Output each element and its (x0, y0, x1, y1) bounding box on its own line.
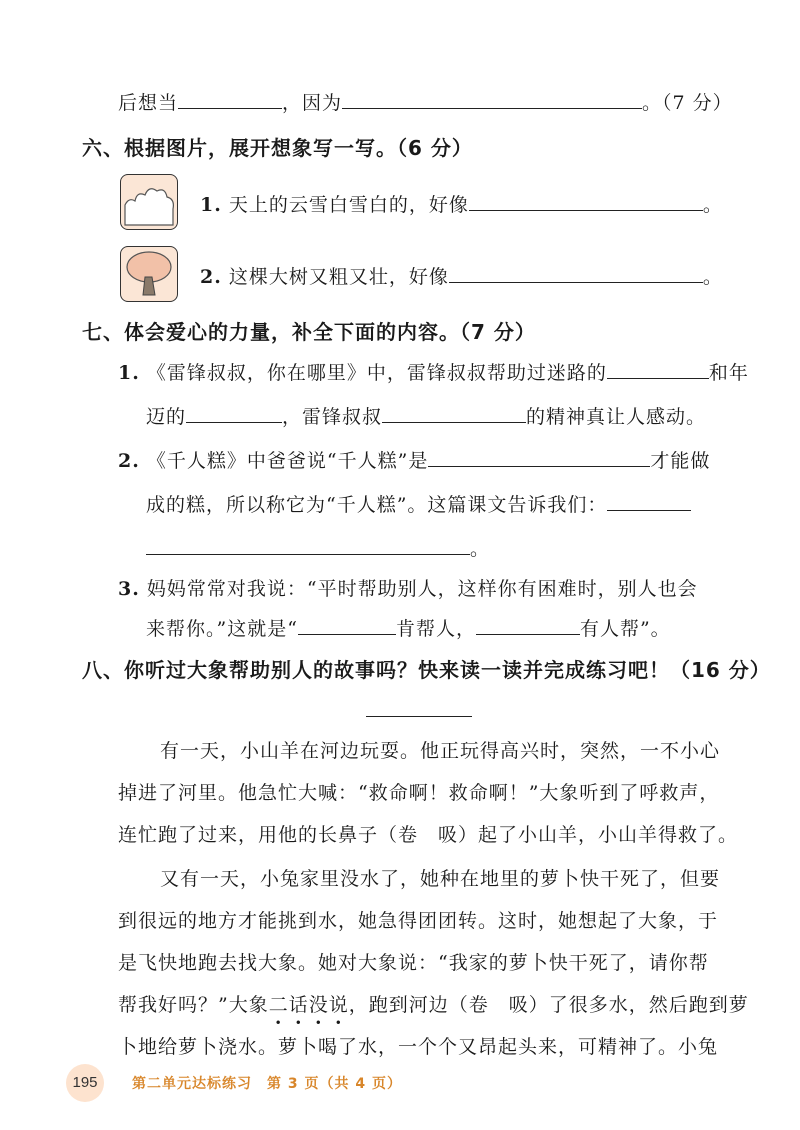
blank-7-1a[interactable] (607, 360, 709, 379)
fill-line-0: 后想当 ，因为 。（7 分） (118, 92, 733, 114)
story-p1-line3: 连忙跑了过来，用他的长鼻子（卷 吸）起了小山羊，小山羊得救了。 (118, 824, 739, 846)
section7-q2-line1: 2. 《千人糕》中爸爸说“千人糕”是 才能做 (118, 450, 711, 472)
blank-7-3b[interactable] (476, 616, 580, 635)
story-p1-line1: 有一天，小山羊在河边玩耍。他正玩得高兴时，突然，一不小心 (160, 740, 721, 762)
section7-q3-line2: 来帮你。”这就是“ 肯帮人， 有人帮”。 (146, 618, 671, 640)
tree-picture-icon (120, 246, 178, 302)
section7-q3-line1: 3. 妈妈常常对我说：“平时帮助别人，这样你有困难时，别人也会 (118, 578, 698, 600)
blank-7-2b[interactable] (607, 492, 691, 511)
blank-7-1b[interactable] (186, 404, 282, 423)
footer-text: 第二单元达标练习 第 3 页（共 4 页） (132, 1076, 402, 1092)
section6-heading: 六、根据图片，展开想象写一写。（6 分） (82, 136, 473, 160)
story-title-blank[interactable] (366, 716, 472, 717)
blank-6-1[interactable] (469, 192, 703, 211)
section6-item-1: 1. 天上的云雪白雪白的，好像 。 (200, 194, 723, 216)
story-p2-line1: 又有一天，小兔家里没水了，她种在地里的萝卜快干死了，但要 (160, 868, 721, 890)
section7-heading: 七、体会爱心的力量，补全下面的内容。（7 分） (82, 320, 536, 344)
story-p2-line5: 卜地给萝卜浇水。萝卜喝了水，一个个又昂起头来，可精神了。小兔 (118, 1036, 719, 1058)
section6-item-2: 2. 这棵大树又粗又壮，好像 。 (200, 266, 723, 288)
section7-q1-line2: 迈的 ，雷锋叔叔 的精神真让人感动。 (146, 406, 707, 428)
blank-0a[interactable] (178, 90, 282, 109)
blank-0b[interactable] (342, 90, 642, 109)
page-number-badge: 195 (66, 1064, 104, 1102)
section8-heading: 八、你听过大象帮助别人的故事吗？快来读一读并完成练习吧！（16 分） (82, 658, 771, 682)
story-p2-line3: 是飞快地跑去找大象。她对大象说：“我家的萝卜快干死了，请你帮 (118, 952, 709, 974)
cloud-picture-icon (120, 174, 178, 230)
story-p1-line2: 掉进了河里。他急忙大喊：“救命啊！救命啊！”大象听到了呼救声， (118, 782, 720, 804)
blank-7-1c[interactable] (382, 404, 526, 423)
blank-7-3a[interactable] (298, 616, 396, 635)
section7-q2-line3: 。 (146, 534, 490, 561)
blank-7-2a[interactable] (428, 448, 650, 467)
blank-6-2[interactable] (449, 264, 703, 283)
section7-q1-line1: 1. 《雷锋叔叔，你在哪里》中，雷锋叔叔帮助过迷路的 和年 (118, 362, 749, 384)
story-p2-line2: 到很远的地方才能挑到水，她急得团团转。这时，她想起了大象，于 (118, 910, 719, 932)
blank-7-2c[interactable] (146, 536, 470, 555)
section7-q2-line2: 成的糕，所以称它为“千人糕”。这篇课文告诉我们： (146, 490, 691, 517)
story-p2-line4: 帮我好吗？”大象二话没说，跑到河边（卷 吸）了很多水，然后跑到萝 (118, 994, 749, 1016)
